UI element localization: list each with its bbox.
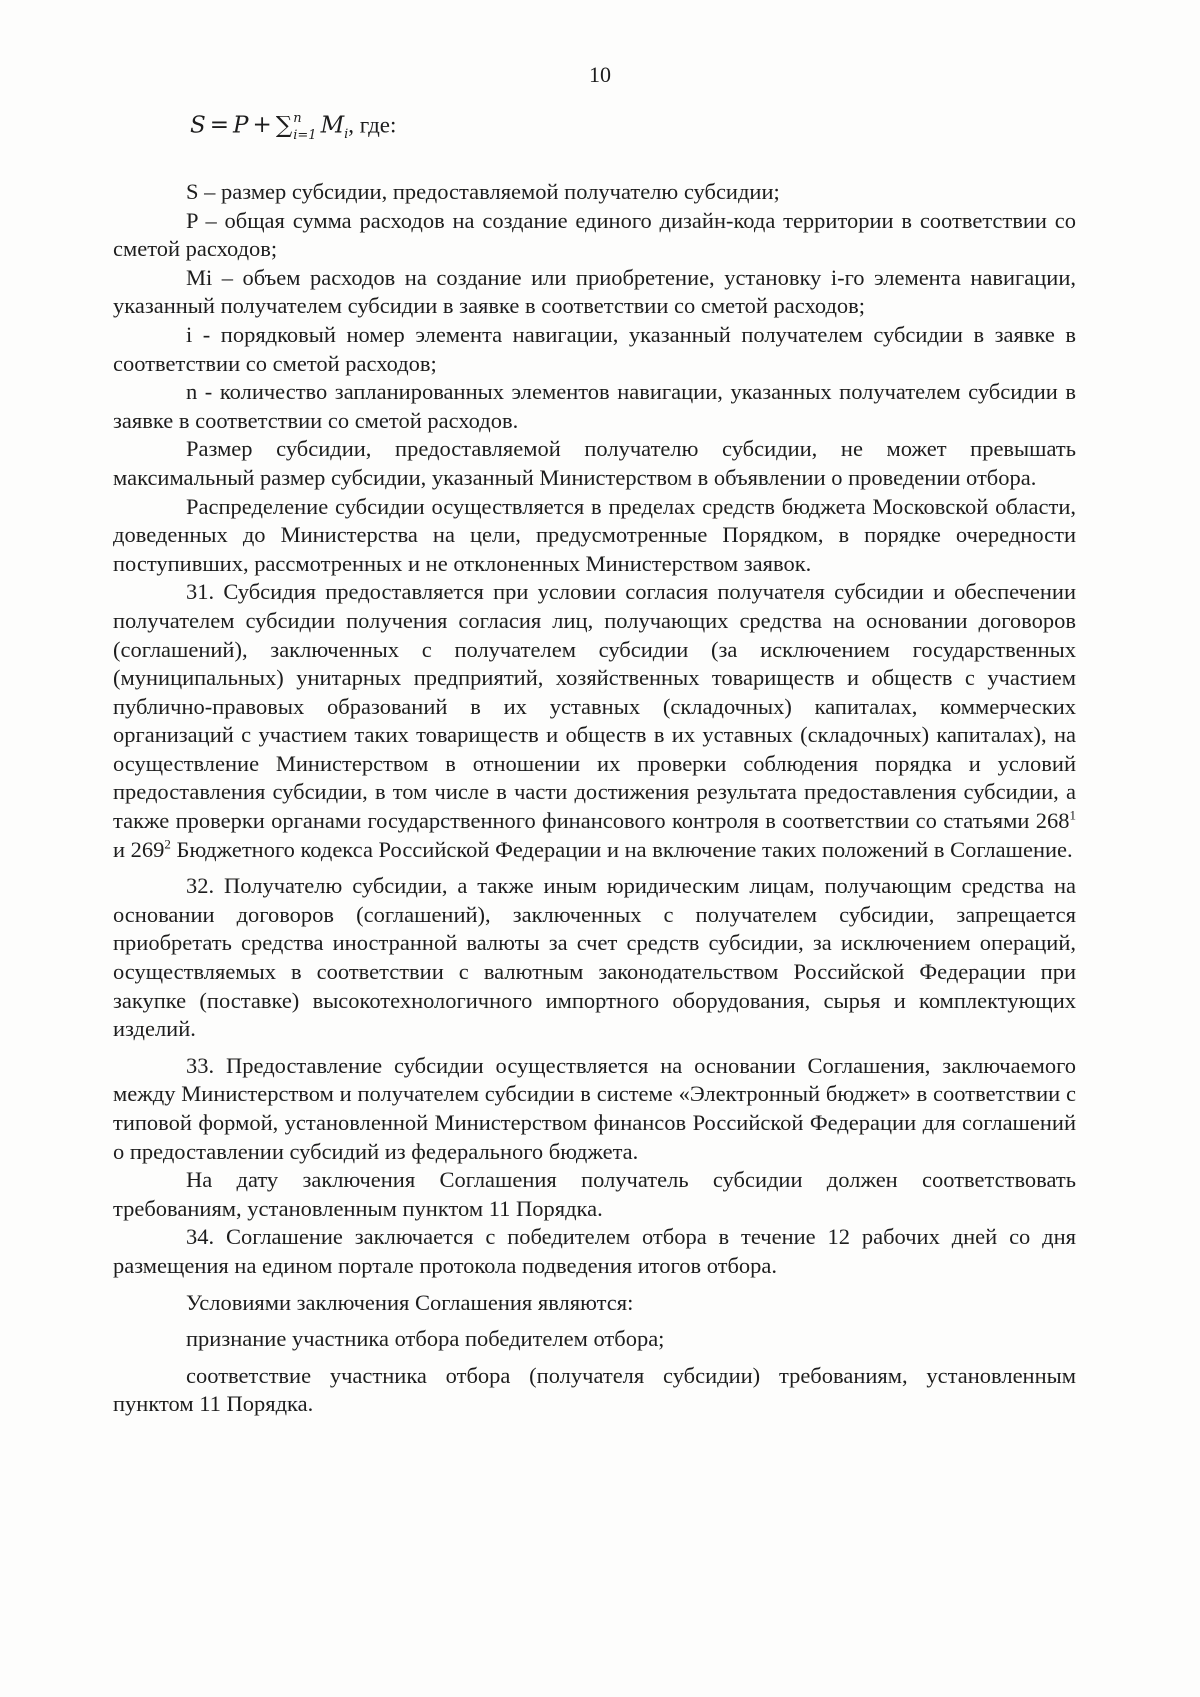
paragraph-31-text: 31. Субсидия предоставляется при условии согласия получателя субсидии и обеспечении получателем субсидии получения согласия лиц, получающих средства на основании договоров (соглашений), заключенных с получателем субсидии (за исключением государственных (муниципальных) унитарных предприятий, хозяйственных товариществ и обществ с участием публично-правовых образований в их уставных (складочных) капиталах, коммерческих организаций с участием таких товариществ и обществ в их уставных (складочных) капиталах), на осуществление Министерством в отношении их проверки соблюдения порядка и условий предоставления субсидии, в том числе в части достижения результата предоставления субсидии, а также проверки органами государственного финансового контроля в соответствии со статьями (113, 579, 1076, 834)
article-268-sup: 1 (1069, 807, 1076, 823)
definition-s: S – размер субсидии, предоставляемой получателю субсидии; (186, 179, 780, 204)
paragraph-31-and: и (113, 836, 131, 862)
document-body (113, 178, 1076, 1419)
page-number: 10 (589, 62, 611, 87)
paragraph-33: 33. Предоставление субсидии осуществляется на основании Соглашения, заключаемого между Министерством и получателем субсидии в системе «Электронный бюджет» в соответствии с типовой формой, установленной Министерством финансов Российской Федерации для соглашений о предоставлении субсидий из федерального бюджета. (113, 1052, 1076, 1164)
formula-p: P (233, 112, 249, 139)
condition-winner: признание участника отбора победителем отбора; (186, 1326, 665, 1352)
sum-upper-limit: n (293, 111, 302, 126)
definition-mi: Mi – объем расходов на создание или приобретение, установку i-го элемента навигации, указанный получателем субсидии в заявке в соответствии со сметой расходов; (113, 264, 1076, 319)
article-269-sup: 2 (164, 836, 171, 852)
definition-i: i - порядковый номер элемента навигации, указанный получателем субсидии в заявке в соответствии со сметой расходов; (113, 321, 1076, 376)
formula-suffix: , где: (348, 112, 397, 138)
condition-compliance: соответствие участника отбора (получателя субсидии) требованиям, установленным пунктом 11 Порядка. (113, 1362, 1076, 1417)
definition-p: P – общая сумма расходов на создание единого дизайн-кода территории в соответствии со сметой расходов; (113, 207, 1076, 262)
sum-lower-limit: i=1 (293, 128, 317, 143)
sum-limits (293, 112, 316, 142)
formula-lhs: S (190, 112, 206, 139)
paragraph-34: 34. Соглашение заключается с победителем отбора в течение 12 рабочих дней со дня размещения на едином портале протокола подведения итогов отбора. (113, 1224, 1076, 1278)
paragraph-max-size: Размер субсидии, предоставляемой получателю субсидии, не может превышать максимальный размер субсидии, указанный Министерством в объявлении о проведении отбора. (113, 436, 1076, 490)
paragraph-32: 32. Получателю субсидии, а также иным юридическим лицам, получающим средства на основании договоров (соглашений), заключенных с получателем субсидии, запрещается приобретать средства иностранной валюты за счет средств субсидии, за исключением операций, осуществляемых в соответствии с валютным законодательством Российской Федерации при закупке (поставке) высокотехнологичного импортного оборудования, сырья и комплектующих изделий. (113, 873, 1076, 1042)
paragraph-31 (113, 578, 1076, 864)
paragraph-conditions: Условиями заключения Соглашения являются: (186, 1289, 634, 1315)
sum-symbol: ∑ (275, 112, 293, 139)
formula-term: M (320, 112, 345, 139)
formula-plus: + (252, 112, 272, 139)
paragraph-distribution: Распределение субсидии осуществляется в пределах средств бюджета Московской области, доведенных до Министерства на цели, предусмотренные Порядком, в порядке очередности поступивших, рассмотренных и не отклоненных Министерством заявок. (113, 493, 1076, 576)
subsidy-formula (190, 112, 396, 142)
formula-equals: = (209, 112, 230, 139)
formula-term-subscript: i (344, 126, 349, 142)
definition-n: n - количество запланированных элементов навигации, указанных получателем субсидии в заявке в соответствии со сметой расходов. (113, 379, 1076, 433)
article-269: 269 (130, 836, 165, 862)
article-268: 268 (1035, 808, 1070, 834)
paragraph-requirements: На дату заключения Соглашения получатель субсидии должен соответствовать требованиям, установленным пунктом 11 Порядка. (113, 1167, 1076, 1221)
paragraph-31-end: Бюджетного кодекса Российской Федерации и на включение таких положений в Соглашение. (170, 836, 1073, 862)
